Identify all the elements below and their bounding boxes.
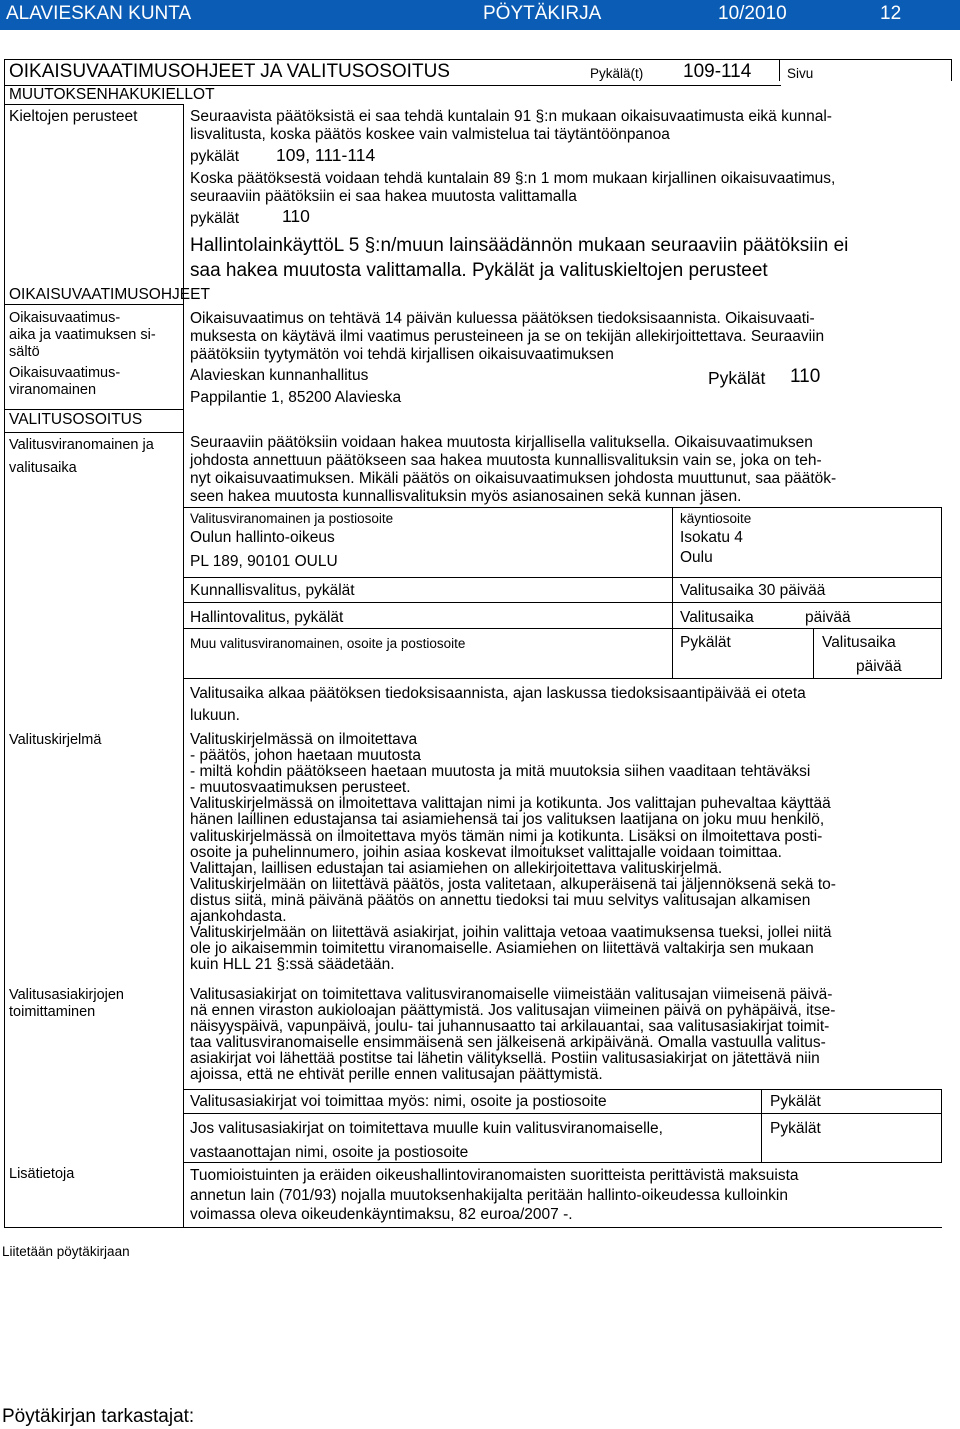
hallintovalitus-label: Hallintovalitus, pykälät [190,609,344,626]
kieltojen-paragraph-1: Seuraavista päätöksistä ei saa tehdä kuntalain 91 §:n mukaan oikaisuvaatimusta eikä kunnal- lisvalitusta, koska päätös koskee vain valmistelua tai täytäntöönpanoa [190,108,832,143]
muu-valitusaika-label: Valitusaika [822,634,896,651]
page-number: 12 [880,3,902,24]
header-bar [0,0,960,30]
valitus-authority-name: Oulun hallinto-oikeus [190,529,335,546]
muulle-toimitettava-pykalat: Pykälät [770,1120,821,1137]
document-type: PÖYTÄKIRJA [483,3,602,24]
valitusviranomainen-postiosoite-label: Valitusviranomainen ja postiosoite [190,511,394,526]
oikaisuvaatimusaika-label: Oikaisuvaatimus- aika ja vaatimuksen si- sältö [9,310,156,360]
kieltojen-paragraph-3: HallintolainkäyttöL 5 §:n/muun lainsäädännön mukaan seuraaviin päätöksiin ei saa hakea muutosta valittamalla. Pykälät ja valituskieltojen perusteet [190,235,849,281]
meeting-number: 10/2010 [718,3,787,24]
pykalat-label-1: pykälät [190,148,240,165]
kieltojen-paragraph-2: Koska päätöksestä voidaan tehdä kuntalain 89 §:n 1 mom mukaan kirjallinen oikaisuvaatimus, seuraaviin päätöksiin ei saa hakea muutosta valittamalla [190,170,836,205]
muu-valitusviranomainen-label: Muu valitusviranomainen, osoite ja postiosoite [190,636,466,651]
valitus-authority-postal: PL 189, 90101 OULU [190,553,338,570]
hallintovalitus-time-label: Valitusaika [680,609,754,626]
liitetaan-poytakirjaan: Liitetään pöytäkirjaan [2,1244,130,1259]
valitus-intro-text: Seuraaviin päätöksiin voidaan hakea muutosta kirjallisella valituksella. Oikaisuvaatimuksen johdosta annettuun päätökseen saa hakea muutosta kunnallisvalituksin vain se, joka on teh- nyt oikaisuvaatimuksen. Mikäli päätös on oikaisuvaatimuksen johdosta muuttunut, saa päätök- seen hakea muutosta kunnallisvalituksin myös asianosainen sekä kunnan jäsen. [190,434,837,505]
oikaisuvaatimusviranomainen-label: Oikaisuvaatimus- viranomainen [9,365,121,398]
muu-valitusaika-unit: päivää [856,658,902,675]
oikaisu-pykalat-value: 110 [790,366,821,387]
oikaisu-authority-name: Alavieskan kunnanhallitus [190,367,369,384]
pykalat-value-1: 109, 111-114 [276,145,376,165]
oikaisu-pykalat-label: Pykälät [708,368,766,388]
valitusaika-alkaa-text: Valitusaika alkaa päätöksen tiedoksisaannista, ajan laskussa tiedoksisaantipäivää ei oteta lukuun. [190,685,806,724]
pykalat-value-2: 110 [282,206,310,226]
kunnallisvalitus-time: Valitusaika 30 päivää [680,582,826,599]
valitusviranomainen-label: Valitusviranomainen ja valitusaika [9,437,154,476]
pykala-label: Pykälä(t) [590,66,644,81]
pykala-range: 109-114 [683,61,752,82]
muulle-toimitettava-label: Jos valitusasiakirjat on toimitettava muulle kuin valitusviranomaiselle, vastaanottajan nimi, osoite ja postiosoite [190,1120,663,1161]
toimittaa-myos-pykalat: Pykälät [770,1093,821,1110]
poytakirjan-tarkastajat: Pöytäkirjan tarkastajat: [2,1406,195,1427]
org-name: ALAVIESKAN KUNTA [6,3,192,24]
kieltojen-perusteet-label: Kieltojen perusteet [9,108,138,125]
toimittaa-myos-label: Valitusasiakirjat voi toimittaa myös: nimi, osoite ja postiosoite [190,1093,607,1110]
oikaisuvaatimus-text: Oikaisuvaatimus on tehtävä 14 päivän kuluessa päätöksen tiedoksisaannista. Oikaisuvaati- muksesta on käytävä ilmi vaatimus perusteineen ja se on tekijän allekirjoittettava. Seuraaviin päätöksiin tyytymätön voi tehdä kirjallisen oikaisuvaatimuksen [190,310,825,363]
visit-street: Isokatu 4 [680,529,743,546]
document-title: OIKAISUVAATIMUSOHJEET JA VALITUSOSOITUS [9,61,450,82]
kunnallisvalitus-label: Kunnallisvalitus, pykälät [190,582,355,599]
valituskirjelma-label: Valituskirjelmä [9,732,102,748]
section-heading-muutoksenhakukiellot: MUUTOKSENHAKUKIELLOT [9,86,215,103]
lisatietoja-label: Lisätietoja [9,1166,75,1182]
visit-city: Oulu [680,549,713,566]
oikaisu-authority-address: Pappilantie 1, 85200 Alavieska [190,389,402,406]
section-heading-valitusosoitus: VALITUSOSOITUS [9,411,143,428]
sivu-label: Sivu [787,66,814,81]
lisatietoja-text: Tuomioistuinten ja eräiden oikeushallintoviranomaisten suoritteista perittävistä maksuista annetun lain (701/93) nojalla muutoksenhakijalta peritään hallinto-oikeudessa kulloinkin voimassa oleva oikeudenkäyntimaksu, 82 euroa/2007 -. [190,1167,799,1223]
muu-pykalat-label: Pykälät [680,634,731,651]
pykalat-label-2: pykälät [190,210,240,227]
toimittaminen-text: Valitusasiakirjat on toimitettava valitusviranomaiselle viimeistään valitusajan viimeisenä päivä- nä ennen viraston aukioloajan päättymistä. Jos valitusajan viimeinen päivä on pyhäpäivä, itse- näisyyspäivä, vapunpäivä, joulu- tai juhannusaatto tai arkilauantai, saa valitusasiakirjat toimit- taa valitusviranomaiselle ensimmäisenä sen jälkeisenä arkipäivänä. Omalla vastuulla valitus- asiakirjat voi lähettää postitse tai lähetin välityksellä. Postiin valitusasiakirjat on jätettävä niin ajoissa, että ne ehtivät perille ennen valitusajan päättymistä. [190,986,836,1084]
section-heading-oikaisuvaatimusohjeet: OIKAISUVAATIMUSOHJEET [9,286,210,303]
valituskirjelma-text: Valituskirjelmässä on ilmoitettava - päätös, johon haetaan muutosta - miltä kohdin päätökseen haetaan muutosta ja mitä muutoksia siihen vaaditaan tehtäväksi - muutosvaatimuksen perusteet. Valituskirjelmässä on ilmoitettava valittajan nimi ja kotikunta. Jos valittajan puhevaltaa käyttää hänen laillinen edustajansa tai asiamiehensä tai jos valituksen laatijana on joku muu henkilö, valituskirjelmässä on ilmoitettava myös tämän nimi ja kotikunta. Lisäksi on ilmoitettava posti- osoite ja puhelinnumero, joihin asiaa koskevat ilmoitukset valittajalle voidaan toimittaa. Valittajan, laillisen edustajan tai asiamiehen on allekirjoitettava valituskirjelmä. Valituskirjelmään on liitettävä päätös, josta valitetaan, alkuperäisenä tai jäljennöksenä sekä to- distus siitä, minä päivänä päätös on annettu tiedoksi tai muu selvitys valitusajan alkamisen ajankohdasta. Valituskirjelmään on liitettävä asiakirjat, joihin valittaja vetoaa vaatimuksensa tueksi, jollei niitä ole jo aikaisemmin toimitettu viranomaiselle. Asiamiehen on liitettävä valtakirja sen mukaan kuin HLL 21 §:ssä säädetään. [190,731,836,974]
kayntiosoite-label: käyntiosoite [680,511,752,526]
valitusasiakirjojen-toimittaminen-label: Valitusasiakirjojen toimittaminen [9,987,124,1020]
hallintovalitus-time-unit: päivää [805,609,851,626]
